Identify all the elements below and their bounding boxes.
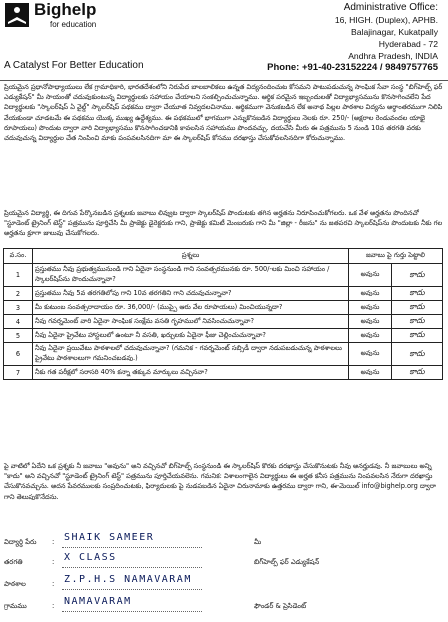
table-header-row bbox=[4, 249, 443, 264]
table-row bbox=[4, 287, 443, 301]
class-label: తరగతి bbox=[4, 558, 23, 566]
class-underline bbox=[62, 567, 202, 568]
question-text: నీవు గవర్నమెంట్ వారి ఏదైనా సాంఘిక సంక్షేమ వసతి గృహములో నివసించుచున్నావా? bbox=[33, 315, 349, 329]
answer-yes-option[interactable]: అవును bbox=[349, 264, 392, 287]
row-number: 3 bbox=[4, 301, 33, 315]
village-row: గ్రామము : NAMAVARAM ఫౌండర్ & ప్రెసిడెంట్ bbox=[4, 596, 307, 610]
col-header-answer: జవాబు పై గుర్తు పెట్టాలి bbox=[349, 249, 443, 264]
table-row bbox=[4, 343, 443, 366]
col-header-no: వ.సం. bbox=[4, 249, 33, 264]
row-number: 2 bbox=[4, 287, 33, 301]
row-number: 6 bbox=[4, 343, 33, 366]
row-number: 5 bbox=[4, 329, 33, 343]
name-value[interactable]: SHAIK SAMEER bbox=[64, 532, 155, 543]
question-text: నీవు ఏదైనా ప్రయివేటు పాఠశాలలో చదువుచున్నావా? (గమనిక - గవర్నమెంట్ సబ్సిడీ ద్వారా నడుపబడుచున్న పాఠశాలలు ప్రైవేటు పాఠశాలలుగా గమనించబడవు.) bbox=[33, 343, 349, 366]
book-reader-logo-icon bbox=[4, 2, 30, 28]
village-value[interactable]: NAMAVARAM bbox=[64, 596, 132, 607]
signoff-org: బిగ్‌హెల్ప్ ఫర్ ఎడ్యుకేషన్ bbox=[254, 558, 320, 566]
office-title: Administrative Office: bbox=[343, 2, 438, 13]
office-line: 16, HIGH. (Duplex), APHB. bbox=[334, 15, 438, 25]
answer-yes-option[interactable]: అవును bbox=[349, 315, 392, 329]
question-text: ప్రస్తుతము నీవు ప్రభుత్వమునుండి గాని ఏదైనా సంస్థనుండి గాని సంవత్సరమునకు రూ. 500/-లకు మించి సహాయం / స్కాలర్‌షిప్‌ను పొందుచున్నావా? bbox=[33, 264, 349, 287]
office-phone: Phone: +91-40-23152224 / 9849757765 bbox=[267, 62, 438, 73]
question-text: ప్రస్తుతము నీవు 5వ తరగతిలోపు గాని 10వ తరగతిని గాని చదువుచున్నావా? bbox=[33, 287, 349, 301]
question-text: నీవు ఏదైనా ప్రైవేటు హాస్టలులో ఉంటూ నీ వసతి, ఖర్చులకు ఏదైనా ఫీజు చెల్లించుచున్నావా? bbox=[33, 329, 349, 343]
table-row bbox=[4, 366, 443, 380]
header-divider bbox=[0, 80, 448, 81]
answer-no-marked[interactable]: కాదు bbox=[392, 301, 443, 315]
answer-no-marked[interactable]: కాదు bbox=[392, 287, 443, 301]
answer-yes-option[interactable]: అవును bbox=[349, 366, 392, 380]
answer-yes-option[interactable]: అవును bbox=[349, 343, 392, 366]
row-number: 1 bbox=[4, 264, 33, 287]
table-row bbox=[4, 301, 443, 315]
table-row bbox=[4, 264, 443, 287]
answer-no-marked[interactable]: కాదు bbox=[392, 329, 443, 343]
signoff-title: ఫౌండర్ & ప్రెసిడెంట్ bbox=[254, 602, 307, 610]
answer-no-marked[interactable]: కాదు bbox=[392, 343, 443, 366]
col-header-question: ప్రశ్నలు bbox=[33, 249, 349, 264]
school-label: పాఠశాల bbox=[4, 580, 26, 588]
letter-paragraph-1: ప్రియమైన ప్రధానోపాధ్యాయులు లేక గ్రామాధికారి, భారతదేశంలోని నిరుపేద బాలబాలికలు ఉన్నత విద్యనందించుట కోసమని పాటుపడుచున్న సాంఘిక సేవా సంస్థ "బిగ్‌హెల్ప్ ఫర్ ఎడ్యుకేషన్" మీ సాయంతో చదువుకుంటున్న విద్యార్థులకు సహాయం చేయాలని సంకల్పించుచున్నాము. ఆర్థిక పరమైన ఇబ్బందులతో విద్యాభ్యాసమును కొనసాగించలేని పేద విద్యార్థులకు "స్కాలర్‌షిప్ ఏ వైల్డ్" స్కాలర్‌షిప్ పథకము ద్వారా చేయూత నివ్వదలచినాము. ఆర్థికముగా వెనుకబడిన లేక అనాథ పిల్లల పాఠశాల విద్యను అర్థాంతరముగా నిలిపి వేయకుండా చూడటమే ఈ పథకము యొక్క ముఖ్య ఉద్దేశ్యము. ఈ పథకములో భాగముగా ఎన్నుకొనబడిన విద్యార్థులు నెలకు రూ. 250/- (అక్షరాల రెండువందల యాభై రూపాయలు) పొందుట ద్వారా వారి విద్యాభ్యాసము కొనసాగించడానికి కావలసిన సహాయము పొందవచ్చు. దయచేసి మీరు ఈ పత్రమును 5 నుండి 10వ తరగతి వరకు చదువుచున్న విద్యార్థుల చేత నింపించి మాకు పంపవలసినదిగా మా ఈ స్కాలర్‌షిప్ కోసము దరఖాస్తు చేసుకోవలసినదిగా కోరుచున్నాము. bbox=[4, 83, 443, 143]
name-row: విద్యార్థి పేరు : SHAIK SAMEER మీ bbox=[4, 532, 262, 546]
village-underline bbox=[62, 611, 202, 612]
row-number: 7 bbox=[4, 366, 33, 380]
answer-yes-option[interactable]: అవును bbox=[349, 287, 392, 301]
class-value[interactable]: X CLASS bbox=[64, 552, 117, 563]
name-underline bbox=[62, 547, 202, 548]
answer-no-marked[interactable]: కాదు bbox=[392, 366, 443, 380]
letterhead bbox=[0, 0, 448, 84]
school-row: పాఠశాల : Z.P.H.S NAMAVARAM bbox=[4, 576, 444, 594]
tagline: A Catalyst For Better Education bbox=[4, 60, 144, 71]
question-text: మీ కుటుంబ సంవత్సరాదాయం రూ. 36,000/- (ముప్పై ఆరు వేల రూపాయలు) మించియున్నదా? bbox=[33, 301, 349, 315]
brand-subtitle: for education bbox=[50, 20, 97, 29]
office-address bbox=[238, 2, 438, 74]
answer-no-marked[interactable]: కాదు bbox=[392, 264, 443, 287]
school-value[interactable]: Z.P.H.S NAMAVARAM bbox=[64, 574, 192, 585]
signoff-yours: మీ bbox=[254, 538, 262, 546]
questions-table bbox=[3, 248, 443, 380]
table-row bbox=[4, 329, 443, 343]
name-label: విద్యార్థి పేరు bbox=[4, 538, 37, 546]
office-line: Andhra Pradesh, INDIA bbox=[348, 51, 438, 61]
brand-name: Bighelp bbox=[34, 0, 97, 19]
question-text: నీకు గత పరీక్షలో సరాసరి 40% కన్నా తక్కువ మార్కులు వచ్చినవా? bbox=[33, 366, 349, 380]
answer-no-marked[interactable]: కాదు bbox=[392, 315, 443, 329]
answer-yes-option[interactable]: అవును bbox=[349, 301, 392, 315]
office-line: Hyderabad - 72 bbox=[378, 39, 438, 49]
village-label: గ్రామము bbox=[4, 602, 27, 610]
table-row bbox=[4, 315, 443, 329]
answer-yes-option[interactable]: అవును bbox=[349, 329, 392, 343]
class-row: తరగతి : X CLASS బిగ్‌హెల్ప్ ఫర్ ఎడ్యుకేషన్ bbox=[4, 552, 320, 566]
office-line: Balajinagar, Kukatpally bbox=[351, 27, 438, 37]
row-number: 4 bbox=[4, 315, 33, 329]
letter-paragraph-2: ప్రియమైన విద్యార్థి, ఈ దిగువ పేర్కొనబడిన ప్రశ్నలకు జవాబు లివ్వుట ద్వారా స్కాలర్‌షిప్ పొందుటకు తగిన అర్హతను నిరూపించుకోగలరు. ఒక వేళ అర్హతను పొందినచో "స్టూడెంట్ ట్రైనింగ్ టెస్ట్" పత్రమును పూర్తిచేసి మీ ప్రాజెక్టు డైరెక్టరుకు గాని, ప్రాజెక్టు కమిటీ మెంబరుకు గాని మీ "జిల్లా - రీజను" ను జతపరచి స్కాలర్‌షిప్‌ను పొందుటకు నీకు గల అర్హతను క్రూగా జులువు చేసుకోగలరు. bbox=[4, 209, 443, 238]
letter-paragraph-3: పై వాటిలో ఏదేని ఒక ప్రశ్నకు నీ జవాబు "అవును" అని వచ్చినచో బిగ్‌హెల్ప్ సంస్థనుండి ఈ స్కాలర్‌షిప్ కొరకు దరఖాస్తు చేసుకొనుటకు నీవు అనర్హుడవు. నీ జవాబులు అన్ని "కాదు" అని వచ్చినచో "స్టూడెంట్ ట్రైనింగ్ టెస్ట్" పత్రమును పూర్తిచేయవలెను. గమనిక: విశాలంగాలైన విద్యార్థులు ఈ అర్హత కనీస పత్రమును నింపవలసిన నేరుగా దరఖాస్తు చేసుకొనవచ్చును. అదన పేవరములకు సంప్రదించుటకు, ఫిర్యాదులకు పై నుడపబడిన ఏదైనా చిరునామాకు ఉత్తరము ద్వారా గాని, ఈ-మెయిల్ info@bighelp.org ద్వారా గాని తెలుపుకొనేదను. bbox=[4, 462, 436, 501]
school-underline bbox=[62, 589, 202, 590]
